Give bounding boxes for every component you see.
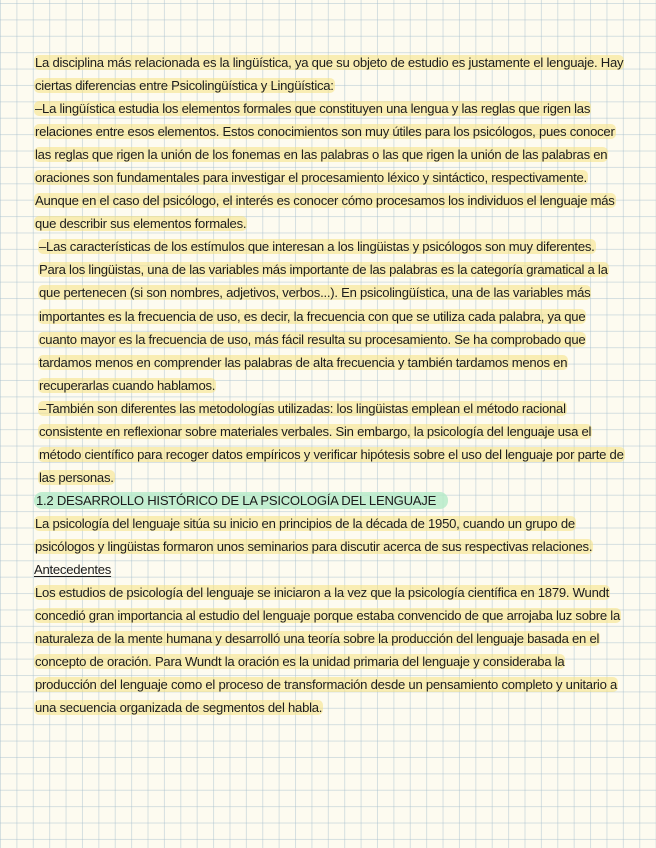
section-heading: 1.2 DESARROLLO HISTÓRICO DE LA PSICOLOGÍA DEL LENGUAJE <box>34 492 448 509</box>
note-page <box>34 51 624 719</box>
section-heading-wrapper <box>34 489 624 512</box>
antecedentes-subheading: Antecedentes <box>34 562 112 578</box>
subheading-wrapper <box>34 558 624 581</box>
linguistics-elements-paragraph: –La lingüística estudia los elementos formales que constituyen una lengua y las reglas que rigen las relaciones entre esos elementos. Estos conocimientos son muy útiles para los psicólogos, pues conocer las reglas que rigen la unión de los fonemas en las palabras o las que rigen la unión de las palabras en oraciones son fundamentales para investigar el procesamiento léxico y sintáctico, respectivamente. Aunque en el caso del psicólogo, el interés es conocer cómo procesamos los individuos el lenguaje más que describir sus elementos formales. <box>35 101 615 232</box>
intro-paragraph: La disciplina más relacionada es la lingüística, ya que su objeto de estudio es justamente el lenguaje. Hay ciertas diferencias entre Psicolingüística y Lingüística: <box>35 55 624 94</box>
history-paragraph: La psicología del lenguaje sitúa su inicio en principios de la década de 1950, cuando un grupo de psicólogos y lingüistas formaron unos seminarios para discutir acerca de sus respectivas relaciones. <box>35 515 593 554</box>
methodologies-paragraph: –También son diferentes las metodologías utilizadas: los lingüistas emplean el método racional consistente en reflexionar sobre materiales verbales. Sin embargo, la psicología del lenguaje usa el método científico para recoger datos empíricos y verificar hipótesis sobre el uso del lenguaje por parte de las personas. <box>39 400 624 485</box>
antecedentes-paragraph: Los estudios de psicología del lenguaje se iniciaron a la vez que la psicología científica en 1879. Wundt concedió gran importancia al estudio del lenguaje porque estaba convencido de que arrojaba luz sobre la naturaleza de la mente humana y desarrolló una teoría sobre la producción del lenguaje basada en el concepto de oración. Para Wundt la oración es la unidad primaria del lenguaje y consideraba la producción del lenguaje como el proceso de transformación desde un pensamiento completo y unitario a una secuencia organizada de segmentos del habla. <box>35 585 620 716</box>
stimuli-characteristics-paragraph: –Las características de los estímulos que interesan a los lingüistas y psicólogos son muy diferentes. Para los lingüistas, una de las variables más importante de las palabras es la categoría gramatical a la que pertenecen (si son nombres, adjetivos, verbos...). En psicolingüística, una de las variables más importantes es la frecuencia de uso, es decir, la frecuencia con que se utiliza cada palabra, ya que cuanto mayor es la frecuencia de uso, más fácil resulta su procesamiento. Se ha comprobado que tardamos menos en comprender las palabras de alta frecuencia y también tardamos menos en recuperarlas cuando hablamos. <box>39 239 608 393</box>
